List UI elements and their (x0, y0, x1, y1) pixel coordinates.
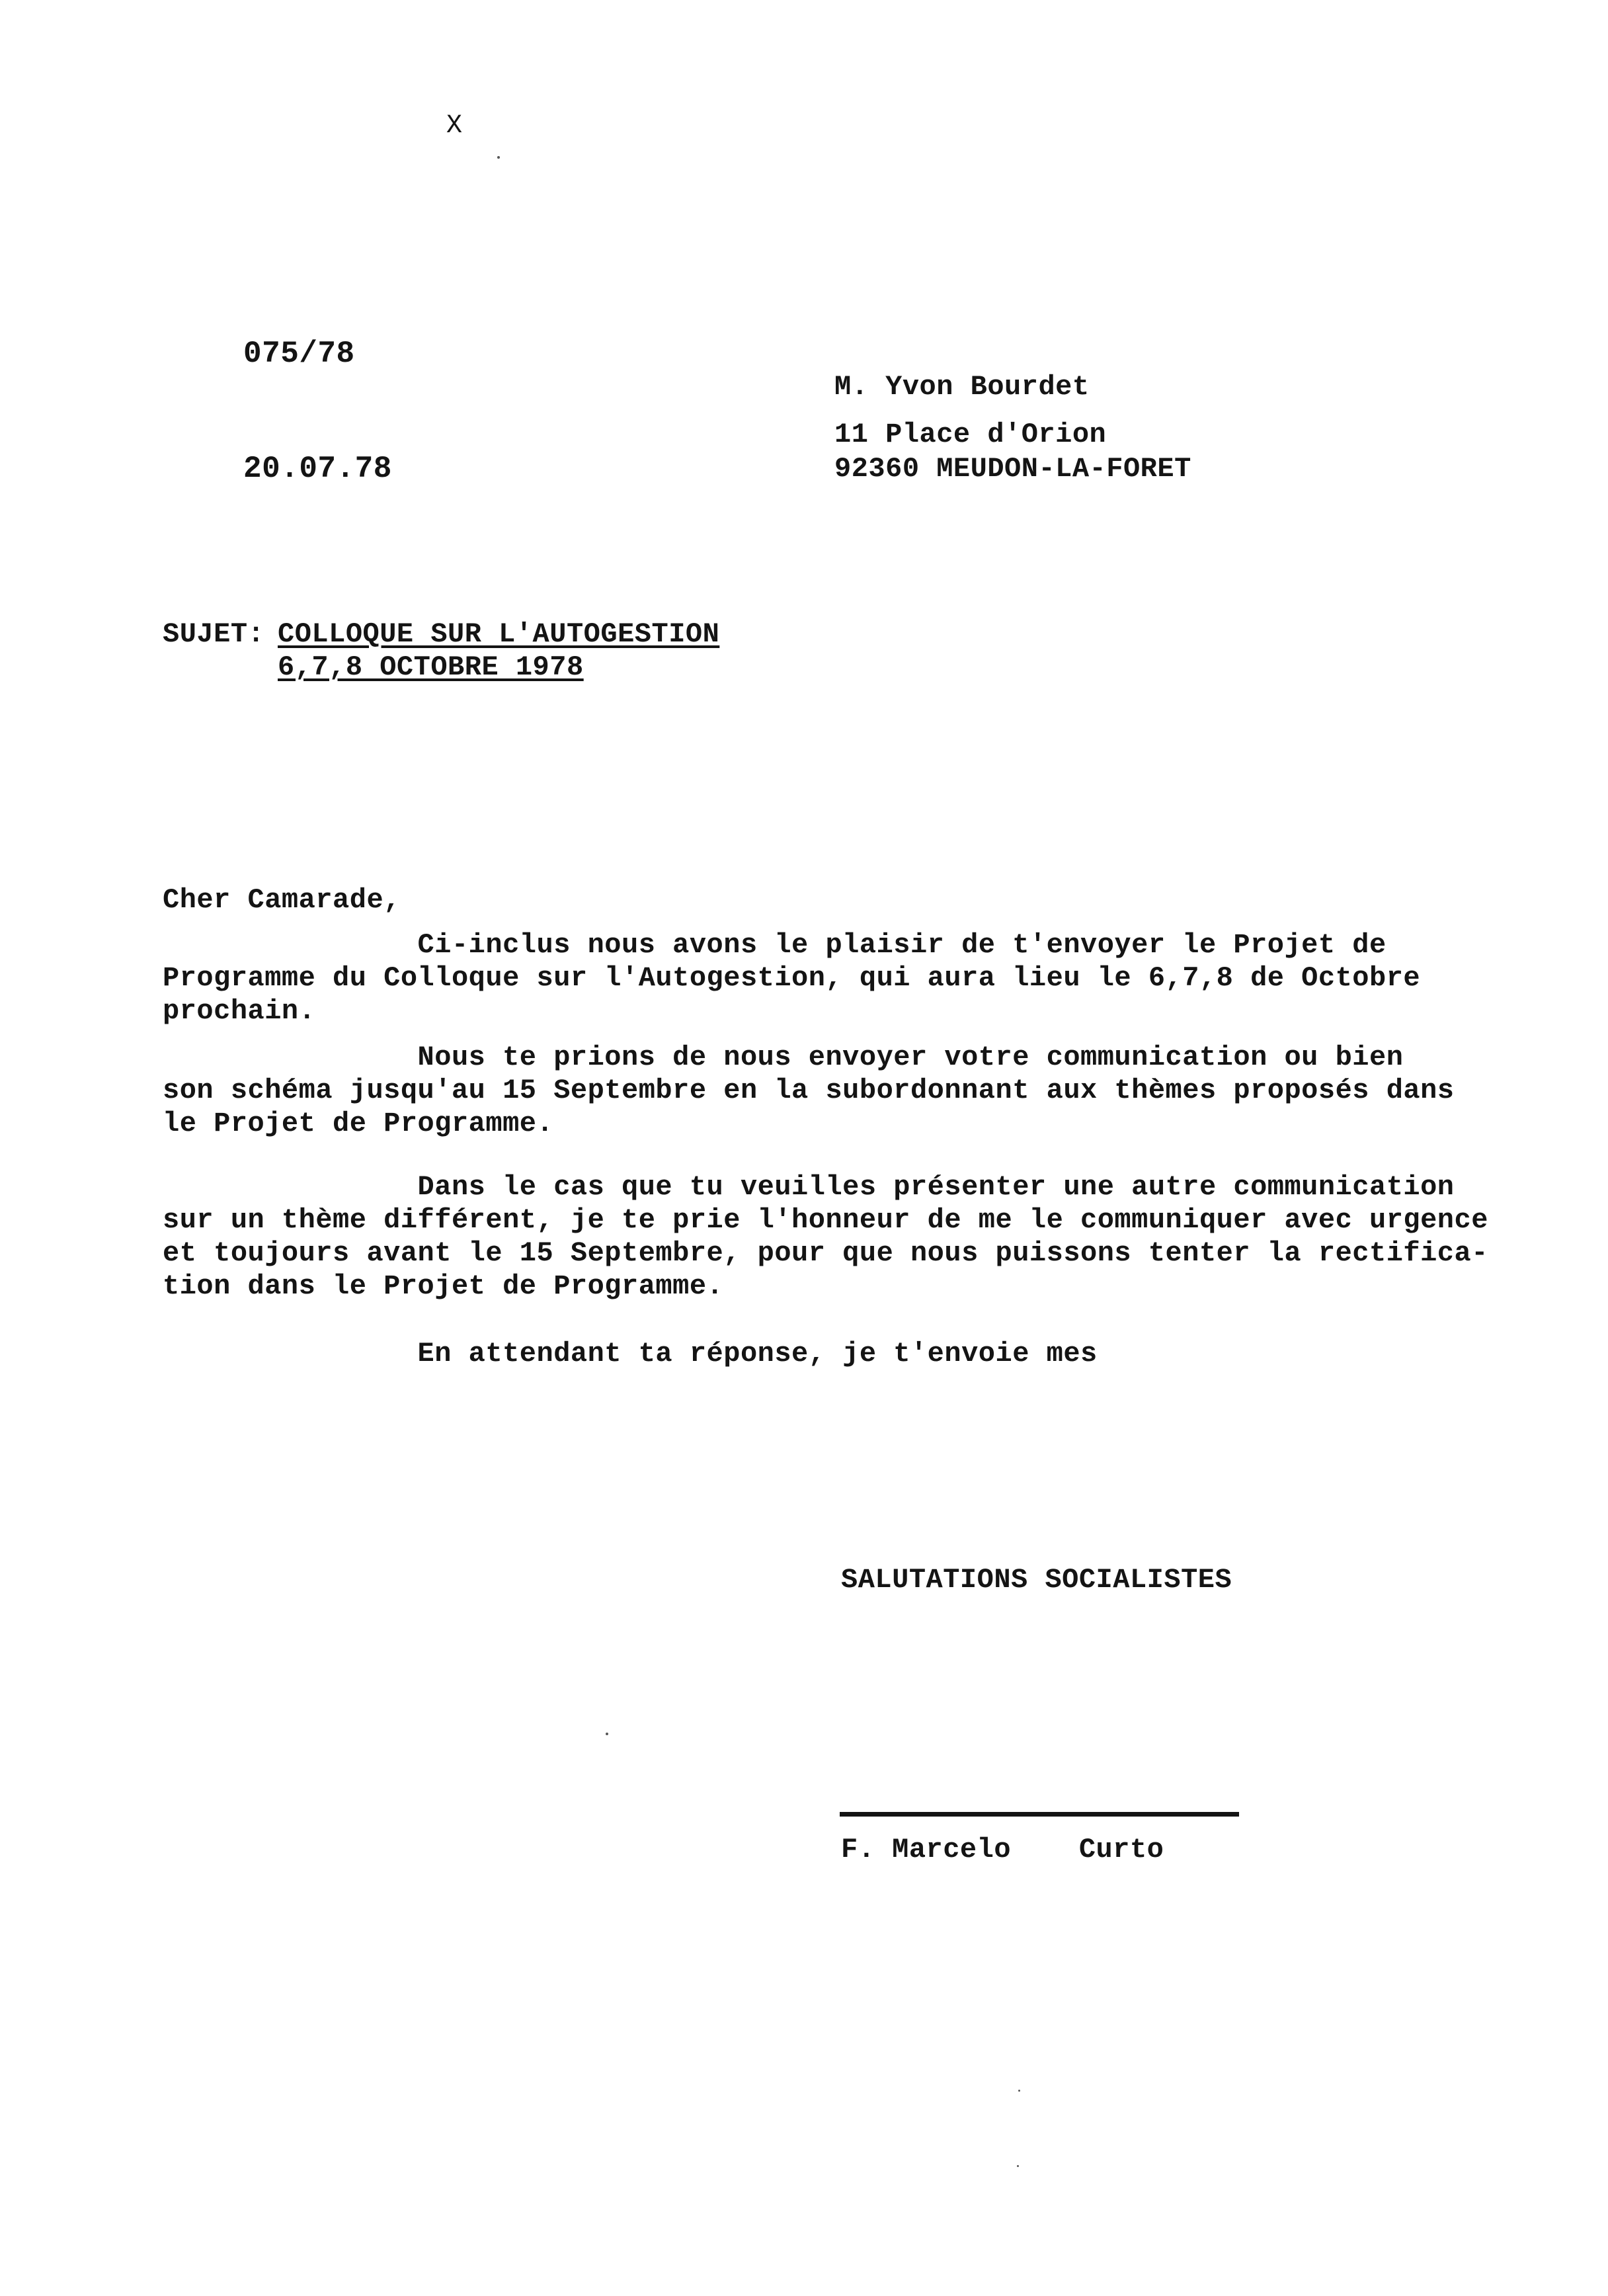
body-paragraph-4: En attendant ta réponse, je t'envoie mes (163, 1338, 1098, 1370)
reference-number: 075/78 (243, 337, 355, 371)
subject-label: SUJET: (163, 618, 265, 650)
signer-name: F. Marcelo Curto (841, 1834, 1164, 1866)
body-paragraph-1: Ci-inclus nous avons le plaisir de t'envoyer le Projet de Programme du Colloque sur l'Autogestion, qui aura lieu le 6,7,8 de Octobre prochain. (163, 929, 1421, 1027)
recipient-name: M. Yvon Bourdet (834, 371, 1090, 403)
closing-salutation: SALUTATIONS SOCIALISTES (841, 1564, 1232, 1596)
recipient-street: 11 Place d'Orion (834, 419, 1107, 450)
letter-date: 20.07.78 (243, 452, 392, 486)
signature-line (840, 1812, 1239, 1817)
scan-speck (1017, 2165, 1019, 2167)
scan-speck (606, 1733, 608, 1735)
scan-speck (497, 156, 500, 159)
body-paragraph-2: Nous te prions de nous envoyer votre communication ou bien son schéma jusqu'au 15 Septembre en la subordonnant aux thèmes proposés dans le Projet de Programme. (163, 1042, 1455, 1139)
corner-mark: X (446, 111, 463, 141)
subject-title: COLLOQUE SUR L'AUTOGESTION (278, 618, 720, 650)
scan-speck (1018, 2090, 1020, 2092)
greeting: Cher Camarade, (163, 884, 401, 916)
subject-dates: 6,7,8 OCTOBRE 1978 (278, 651, 584, 683)
recipient-city: 92360 MEUDON-LA-FORET (834, 453, 1191, 485)
body-paragraph-3: Dans le cas que tu veuilles présenter une autre communication sur un thème différent, je te prie l'honneur de me le communiquer avec urgence et toujours avant le 15 Septembre, pour que nous puissons tenter la rectifica- tion dans le Projet de Programme. (163, 1171, 1488, 1302)
